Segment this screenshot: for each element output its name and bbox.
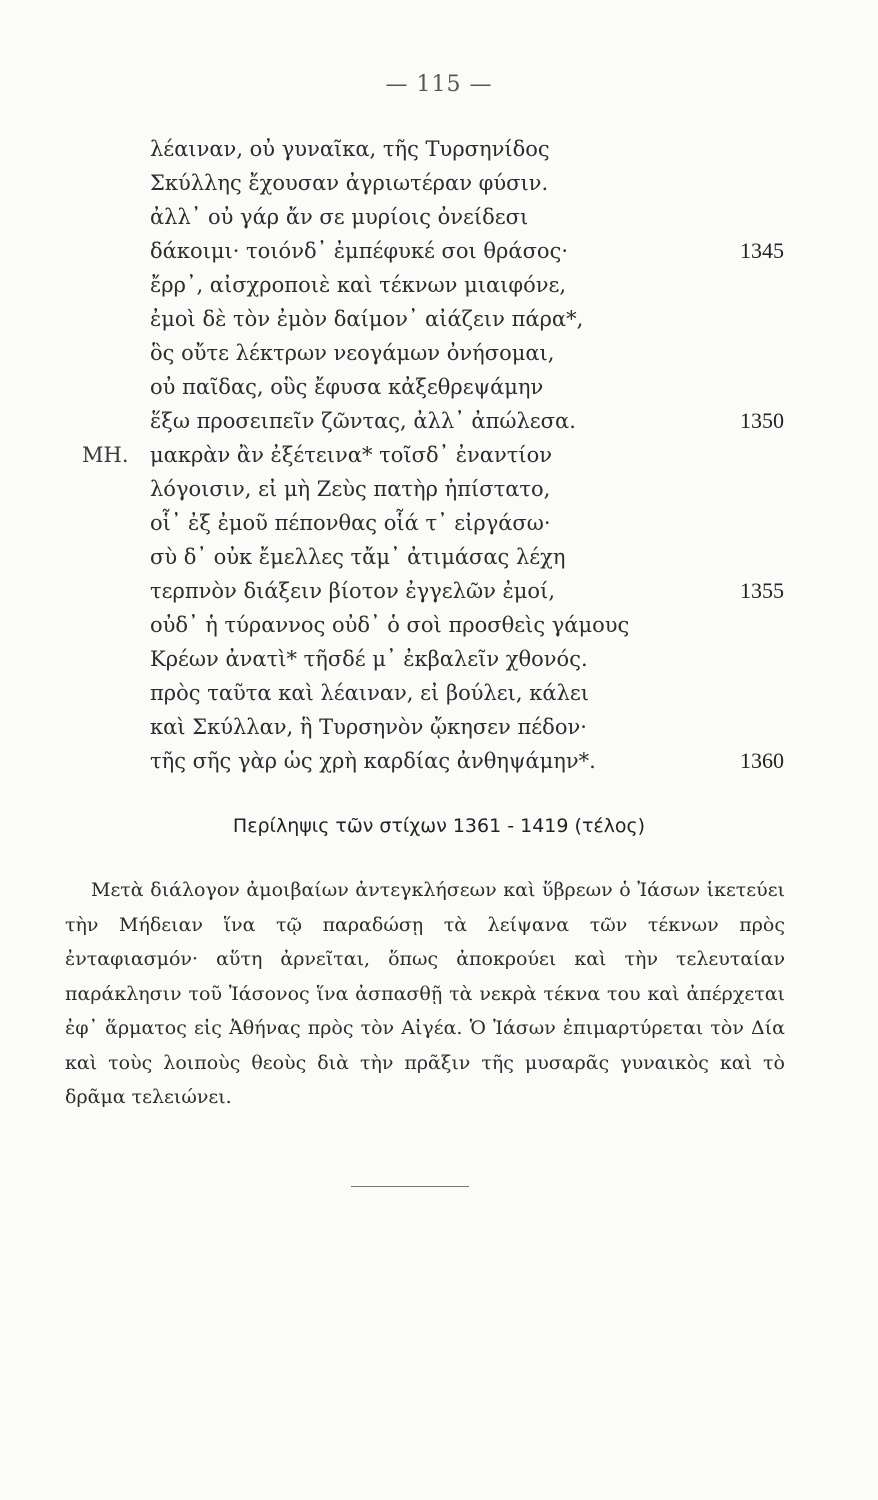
verse-line: σὺ δ᾽ οὐκ ἔμελλες τἄμ᾽ ἀτιμάσας λέχη: [150, 545, 566, 569]
verse-line: ἐμοὶ δὲ τὸν ἐμὸν δαίμον᾽ αἰάζειν πάρα*,: [150, 307, 584, 331]
summary-paragraph: Μετὰ διάλογον ἀμοιβαίων ἀντεγκλήσεων καὶ ὕβρεων ὁ Ἰάσων ἱκετεύει τὴν Μήδειαν ἵνα τῷ παραδώσῃ τὰ λείψανα τῶν τέκνων πρὸς ἐνταφιασμόν· αὕτη ἀρνεῖται, ὅπως ἀποκρούει καὶ τὴν τελευταίαν παράκλησιν τοῦ Ἰάσονος ἵνα ἀσπασθῇ τὰ νεκρὰ τέκνα του καὶ ἀπέρχεται ἐφ᾽ ἅρματος εἰς Ἀθήνας πρὸς τὸν Αἰγέα. Ὁ Ἰάσων ἐπιμαρτύρεται τὸν Δία καὶ τοὺς λοιποὺς θεοὺς διὰ τὴν πρᾶξιν τῆς μυσαρᾶς γυναικὸς καὶ τὸ δρᾶμα τελειώνει.: [65, 879, 785, 1108]
line-number: 1345: [740, 238, 784, 263]
page-number: — 115 —: [385, 72, 493, 97]
line-number: 1350: [740, 408, 784, 433]
verse-line: τῆς σῆς γὰρ ὡς χρὴ καρδίας ἀνθηψάμην*.: [150, 749, 596, 773]
verse-line: ἔρρ᾽, αἰσχροποιὲ καὶ τέκνων μιαιφόνε,: [150, 273, 567, 297]
verse-line: Σκύλλης ἔχουσαν ἀγριωτέραν φύσιν.: [150, 171, 549, 195]
verse-line: λέαιναν, οὐ γυναῖκα, τῆς Τυρσηνίδος: [150, 137, 550, 161]
verse-line: ἕξω προσειπεῖν ζῶντας, ἀλλ᾽ ἀπώλεσα.: [150, 409, 576, 433]
verse-line: ὃς οὔτε λέκτρων νεογάμων ὀνήσομαι,: [150, 341, 555, 365]
verse-line: τερπνὸν διάξειν βίοτον ἐγγελῶν ἐμοί,: [150, 579, 555, 603]
verse-line: ἀλλ᾽ οὐ γάρ ἄν σε μυρίοις ὀνείδεσι: [150, 205, 529, 229]
line-number: 1360: [740, 748, 784, 773]
verse-line: λόγοισιν, εἰ μὴ Ζεὺς πατὴρ ἠπίστατο,: [150, 477, 551, 501]
verse-line: καὶ Σκύλλαν, ἣ Τυρσηνὸν ᾤκησεν πέδον·: [150, 715, 587, 739]
summary-heading: Περίληψις τῶν στίχων 1361 - 1419 (τέλος): [232, 815, 646, 837]
verse-line: οὐ παῖδας, οὓς ἔφυσα κἀξεθρεψάμην: [150, 375, 544, 399]
verse-line: οἷ᾽ ἐξ ἐμοῦ πέπονθας οἷά τ᾽ εἰργάσω·: [150, 511, 551, 535]
verse-line: δάκοιμι· τοιόνδ᾽ ἐμπέφυκέ σοι θράσος·: [150, 239, 569, 263]
verse-line: μακρὰν ἂν ἐξέτεινα* τοῖσδ᾽ ἐναντίον: [150, 443, 553, 467]
section-divider: [351, 1186, 469, 1187]
verse-line: Κρέων ἀνατὶ* τῆσδέ μ᾽ ἐκβαλεῖν χθονός.: [150, 647, 588, 671]
verse-line: πρὸς ταῦτα καὶ λέαιναν, εἰ βούλει, κάλει: [150, 681, 589, 705]
line-number: 1355: [740, 578, 784, 603]
verse-line: οὐδ᾽ ἡ τύραννος οὐδ᾽ ὁ σοὶ προσθεὶς γάμους: [150, 613, 630, 637]
speaker-label: ΜΗ.: [82, 443, 129, 467]
